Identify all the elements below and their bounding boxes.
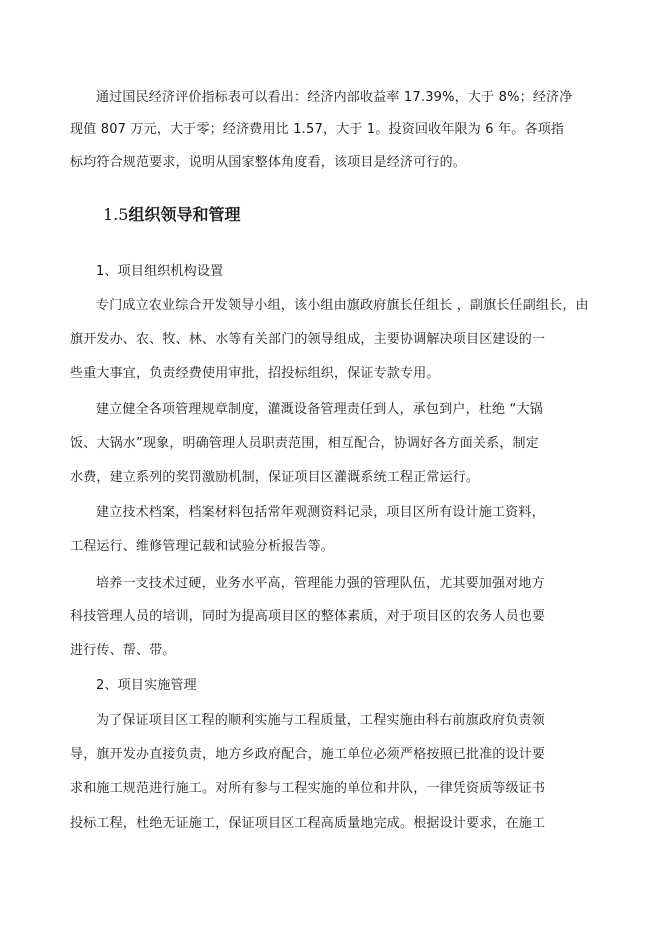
paragraph-4-line-1: 建立技术档案，档案材料包括常年观测资料记录，项目区所有设计施工资料， — [96, 505, 545, 520]
paragraph-6-line-2: 导，旗开发办直接负责，地方乡政府配合，施工单位必须严格按照已批准的设计要 — [70, 747, 546, 762]
paragraph-5-line-2: 科技管理人员的培训，同时为提高项目区的整体素质，对于项目区的农务人员也要 — [70, 609, 546, 624]
subsection-1-title: 1、项目组织机构设置 — [96, 264, 224, 279]
paragraph-1-line-3: 标均符合规范要求，说明从国家整体角度看，该项目是经济可行的。 — [70, 155, 467, 170]
paragraph-3-line-2: 饭、大锅水”现象，明确管理人员职责范围，相互配合，协调好各方面关系，制定 — [70, 436, 539, 451]
paragraph-1-line-2: 现值 807 万元，大于零；经济费用比 1.57，大于 1。投资回收年限为 6 年。各项指 — [70, 122, 565, 137]
paragraph-3-line-1: 建立健全各项管理规章制度，灌溉设备管理责任到人，承包到户，杜绝 “大锅 — [96, 402, 543, 417]
section-number: 1.5 — [103, 205, 129, 224]
paragraph-2-line-2: 旗开发办、农、牧、林、水等有关部门的领导组成，主要协调解决项目区建设的一 — [70, 332, 546, 347]
paragraph-3-line-3: 水费，建立系列的奖罚激励机制，保证项目区灌溉系统工程正常运行。 — [70, 470, 480, 485]
paragraph-6-line-3: 求和施工规范进行施工。对所有参与工程实施的单位和井队，一律凭资质等级证书 — [70, 781, 546, 796]
paragraph-5-line-1: 培养一支技术过硬，业务水平高，管理能力强的管理队伍，尤其要加强对地方 — [96, 576, 545, 591]
paragraph-6-line-4: 投标工程，杜绝无证施工，保证项目区工程高质量地完成。根据设计要求，在施工 — [70, 816, 546, 831]
paragraph-5-line-3: 进行传、帮、带。 — [70, 643, 176, 658]
section-heading — [103, 205, 240, 225]
section-title: 组织领导和管理 — [128, 205, 241, 224]
paragraph-2-line-1: 专门成立农业综合开发领导小组，该小组由旗政府旗长任组长 ，副旗长任副组长，由 — [96, 298, 589, 313]
paragraph-4-line-2: 工程运行、维修管理记载和试验分析报告等。 — [70, 539, 335, 554]
subsection-2-title: 2、项目实施管理 — [96, 678, 197, 693]
paragraph-6-line-1: 为了保证项目区工程的顺利实施与工程质量，工程实施由科右前旗政府负责领 — [96, 713, 545, 728]
paragraph-2-line-3: 些重大事宜，负责经费使用审批，招投标组织，保证专款专用。 — [70, 366, 440, 381]
paragraph-1-line-1: 通过国民经济评价指标表可以看出：经济内部收益率 17.39%，大于 8%；经济净 — [96, 90, 573, 105]
